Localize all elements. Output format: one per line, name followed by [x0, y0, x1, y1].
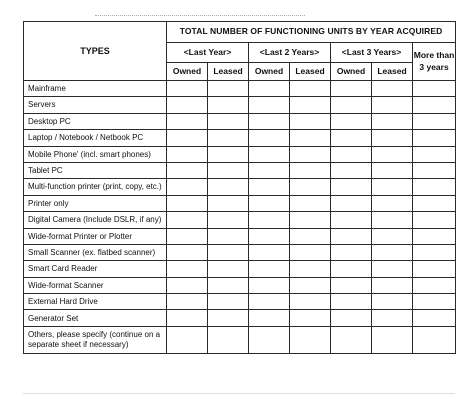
last-2-years-leased-cell[interactable]	[290, 310, 331, 326]
table-row	[24, 228, 456, 244]
equipment-type-label: Digital Camera (Include DSLR, if any)	[24, 212, 167, 228]
more-than-3-years-cell[interactable]	[413, 326, 456, 353]
last-year-owned-cell[interactable]	[167, 228, 208, 244]
more-than-3-years-header	[413, 43, 456, 81]
last-3-years-owned-cell[interactable]	[331, 146, 372, 162]
last-year-owned-cell[interactable]	[167, 162, 208, 178]
last-year-owned-cell[interactable]	[167, 130, 208, 146]
page-bottom-line	[23, 393, 455, 394]
last-2-years-owned-cell[interactable]	[249, 113, 290, 129]
last-year-owned-cell[interactable]	[167, 97, 208, 113]
equipment-type-label: Wide-format Printer or Plotter	[24, 228, 167, 244]
leased-header: Leased	[372, 63, 413, 81]
last-year-leased-cell[interactable]	[208, 81, 249, 97]
last-2-years-owned-cell[interactable]	[249, 310, 290, 326]
last-year-leased-cell[interactable]	[208, 162, 249, 178]
last-3-years-owned-cell[interactable]	[331, 310, 372, 326]
last-2-years-owned-cell[interactable]	[249, 97, 290, 113]
last-2-years-leased-cell[interactable]	[290, 294, 331, 310]
equipment-type-label: External Hard Drive	[24, 294, 167, 310]
table-row	[24, 195, 456, 211]
last-year-header: <Last Year>	[167, 43, 249, 63]
last-2-years-owned-cell[interactable]	[249, 130, 290, 146]
equipment-type-label: Desktop PC	[24, 113, 167, 129]
last-3-years-owned-cell[interactable]	[331, 195, 372, 211]
total-units-header: TOTAL NUMBER OF FUNCTIONING UNITS BY YEAR ACQUIRED	[167, 22, 456, 43]
last-2-years-leased-cell[interactable]	[290, 146, 331, 162]
last-year-owned-cell[interactable]	[167, 195, 208, 211]
table-body	[24, 81, 456, 354]
table-row	[24, 310, 456, 326]
last-3-years-owned-cell[interactable]	[331, 277, 372, 293]
more-than-3-years-cell[interactable]	[413, 130, 456, 146]
last-2-years-header: <Last 2 Years>	[249, 43, 331, 63]
last-2-years-owned-cell[interactable]	[249, 228, 290, 244]
last-2-years-leased-cell[interactable]	[290, 277, 331, 293]
last-3-years-leased-cell[interactable]	[372, 244, 413, 260]
table-row	[24, 97, 456, 113]
last-2-years-owned-cell[interactable]	[249, 326, 290, 353]
last-year-leased-cell[interactable]	[208, 310, 249, 326]
last-2-years-owned-cell[interactable]	[249, 179, 290, 195]
more-than-3-years-cell[interactable]	[413, 195, 456, 211]
last-2-years-owned-cell[interactable]	[249, 81, 290, 97]
last-2-years-owned-cell[interactable]	[249, 162, 290, 178]
owned-header: Owned	[167, 63, 208, 81]
last-3-years-leased-cell[interactable]	[372, 81, 413, 97]
more-than-3-years-cell[interactable]	[413, 179, 456, 195]
last-2-years-leased-cell[interactable]	[290, 130, 331, 146]
last-3-years-leased-cell[interactable]	[372, 179, 413, 195]
table-row	[24, 130, 456, 146]
last-2-years-leased-cell[interactable]	[290, 228, 331, 244]
last-2-years-owned-cell[interactable]	[249, 277, 290, 293]
three-years-label: 3 years	[419, 61, 449, 72]
last-year-leased-cell[interactable]	[208, 130, 249, 146]
more-than-label: More than	[413, 50, 455, 61]
last-3-years-owned-cell[interactable]	[331, 97, 372, 113]
last-2-years-leased-cell[interactable]	[290, 261, 331, 277]
last-2-years-leased-cell[interactable]	[290, 326, 331, 353]
last-year-leased-cell[interactable]	[208, 228, 249, 244]
last-year-leased-cell[interactable]	[208, 113, 249, 129]
more-than-3-years-cell[interactable]	[413, 97, 456, 113]
table-row	[24, 81, 456, 97]
header-row-1	[24, 22, 456, 43]
last-year-owned-cell[interactable]	[167, 81, 208, 97]
equipment-inventory-table	[23, 21, 456, 354]
last-year-leased-cell[interactable]	[208, 326, 249, 353]
last-year-leased-cell[interactable]	[208, 97, 249, 113]
last-3-years-owned-cell[interactable]	[331, 179, 372, 195]
last-3-years-leased-cell[interactable]	[372, 97, 413, 113]
last-year-leased-cell[interactable]	[208, 179, 249, 195]
last-2-years-owned-cell[interactable]	[249, 261, 290, 277]
equipment-type-label: Others, please specify (continue on a separate sheet if necessary)	[24, 326, 167, 353]
last-2-years-leased-cell[interactable]	[290, 97, 331, 113]
last-year-leased-cell[interactable]	[208, 195, 249, 211]
last-3-years-owned-cell[interactable]	[331, 228, 372, 244]
last-2-years-leased-cell[interactable]	[290, 162, 331, 178]
last-year-leased-cell[interactable]	[208, 212, 249, 228]
more-than-3-years-cell[interactable]	[413, 228, 456, 244]
table-row	[24, 146, 456, 162]
last-year-owned-cell[interactable]	[167, 179, 208, 195]
equipment-type-label: Generator Set	[24, 310, 167, 326]
last-year-leased-cell[interactable]	[208, 294, 249, 310]
last-2-years-owned-cell[interactable]	[249, 195, 290, 211]
equipment-type-label: Small Scanner (ex. flatbed scanner)	[24, 244, 167, 260]
last-3-years-leased-cell[interactable]	[372, 195, 413, 211]
last-3-years-owned-cell[interactable]	[331, 326, 372, 353]
last-year-owned-cell[interactable]	[167, 261, 208, 277]
last-year-leased-cell[interactable]	[208, 277, 249, 293]
last-year-owned-cell[interactable]	[167, 310, 208, 326]
leased-header: Leased	[290, 63, 331, 81]
last-year-owned-cell[interactable]	[167, 212, 208, 228]
owned-header: Owned	[331, 63, 372, 81]
last-3-years-owned-cell[interactable]	[331, 81, 372, 97]
last-3-years-leased-cell[interactable]	[372, 294, 413, 310]
last-3-years-owned-cell[interactable]	[331, 113, 372, 129]
types-header: TYPES	[24, 22, 167, 81]
last-3-years-leased-cell[interactable]	[372, 130, 413, 146]
more-than-3-years-cell[interactable]	[413, 244, 456, 260]
equipment-type-label: Printer only	[24, 195, 167, 211]
owned-header: Owned	[249, 63, 290, 81]
last-3-years-leased-cell[interactable]	[372, 146, 413, 162]
last-3-years-leased-cell[interactable]	[372, 212, 413, 228]
last-3-years-owned-cell[interactable]	[331, 294, 372, 310]
more-than-3-years-cell[interactable]	[413, 294, 456, 310]
last-3-years-owned-cell[interactable]	[331, 162, 372, 178]
last-3-years-owned-cell[interactable]	[331, 212, 372, 228]
last-year-leased-cell[interactable]	[208, 146, 249, 162]
last-year-owned-cell[interactable]	[167, 146, 208, 162]
last-3-years-leased-cell[interactable]	[372, 261, 413, 277]
equipment-type-label: Tablet PC	[24, 162, 167, 178]
last-year-leased-cell[interactable]	[208, 261, 249, 277]
equipment-type-label: Mobile Phone' (incl. smart phones)	[24, 146, 167, 162]
equipment-type-label: Servers	[24, 97, 167, 113]
last-year-owned-cell[interactable]	[167, 294, 208, 310]
table-row	[24, 261, 456, 277]
table-row	[24, 244, 456, 260]
table-row	[24, 277, 456, 293]
last-3-years-leased-cell[interactable]	[372, 162, 413, 178]
last-2-years-leased-cell[interactable]	[290, 113, 331, 129]
last-year-owned-cell[interactable]	[167, 277, 208, 293]
table-row	[24, 212, 456, 228]
last-year-owned-cell[interactable]	[167, 326, 208, 353]
last-3-years-leased-cell[interactable]	[372, 310, 413, 326]
last-year-owned-cell[interactable]	[167, 113, 208, 129]
table-row	[24, 294, 456, 310]
more-than-3-years-cell[interactable]	[413, 146, 456, 162]
last-year-leased-cell[interactable]	[208, 244, 249, 260]
last-2-years-leased-cell[interactable]	[290, 212, 331, 228]
equipment-type-label: Mainframe	[24, 81, 167, 97]
table-row	[24, 179, 456, 195]
last-2-years-leased-cell[interactable]	[290, 179, 331, 195]
last-2-years-leased-cell[interactable]	[290, 244, 331, 260]
last-3-years-leased-cell[interactable]	[372, 277, 413, 293]
last-3-years-leased-cell[interactable]	[372, 113, 413, 129]
last-3-years-owned-cell[interactable]	[331, 244, 372, 260]
last-3-years-header: <Last 3 Years>	[331, 43, 413, 63]
last-3-years-leased-cell[interactable]	[372, 228, 413, 244]
more-than-3-years-cell[interactable]	[413, 81, 456, 97]
equipment-type-label: Smart Card Reader	[24, 261, 167, 277]
last-2-years-owned-cell[interactable]	[249, 294, 290, 310]
last-3-years-owned-cell[interactable]	[331, 261, 372, 277]
equipment-type-label: Multi-function printer (print, copy, etc.)	[24, 179, 167, 195]
last-2-years-leased-cell[interactable]	[290, 81, 331, 97]
last-2-years-owned-cell[interactable]	[249, 212, 290, 228]
more-than-3-years-cell[interactable]	[413, 277, 456, 293]
more-than-3-years-cell[interactable]	[413, 113, 456, 129]
last-2-years-owned-cell[interactable]	[249, 146, 290, 162]
table-row	[24, 113, 456, 129]
leased-header: Leased	[208, 63, 249, 81]
last-2-years-leased-cell[interactable]	[290, 195, 331, 211]
equipment-type-label: Wide-format Scanner	[24, 277, 167, 293]
last-3-years-leased-cell[interactable]	[372, 326, 413, 353]
last-3-years-owned-cell[interactable]	[331, 130, 372, 146]
table-row	[24, 326, 456, 353]
more-than-3-years-cell[interactable]	[413, 162, 456, 178]
more-than-3-years-cell[interactable]	[413, 310, 456, 326]
last-year-owned-cell[interactable]	[167, 244, 208, 260]
last-2-years-owned-cell[interactable]	[249, 244, 290, 260]
table-row	[24, 162, 456, 178]
equipment-type-label: Laptop / Notebook / Netbook PC	[24, 130, 167, 146]
more-than-3-years-cell[interactable]	[413, 212, 456, 228]
more-than-3-years-cell[interactable]	[413, 261, 456, 277]
